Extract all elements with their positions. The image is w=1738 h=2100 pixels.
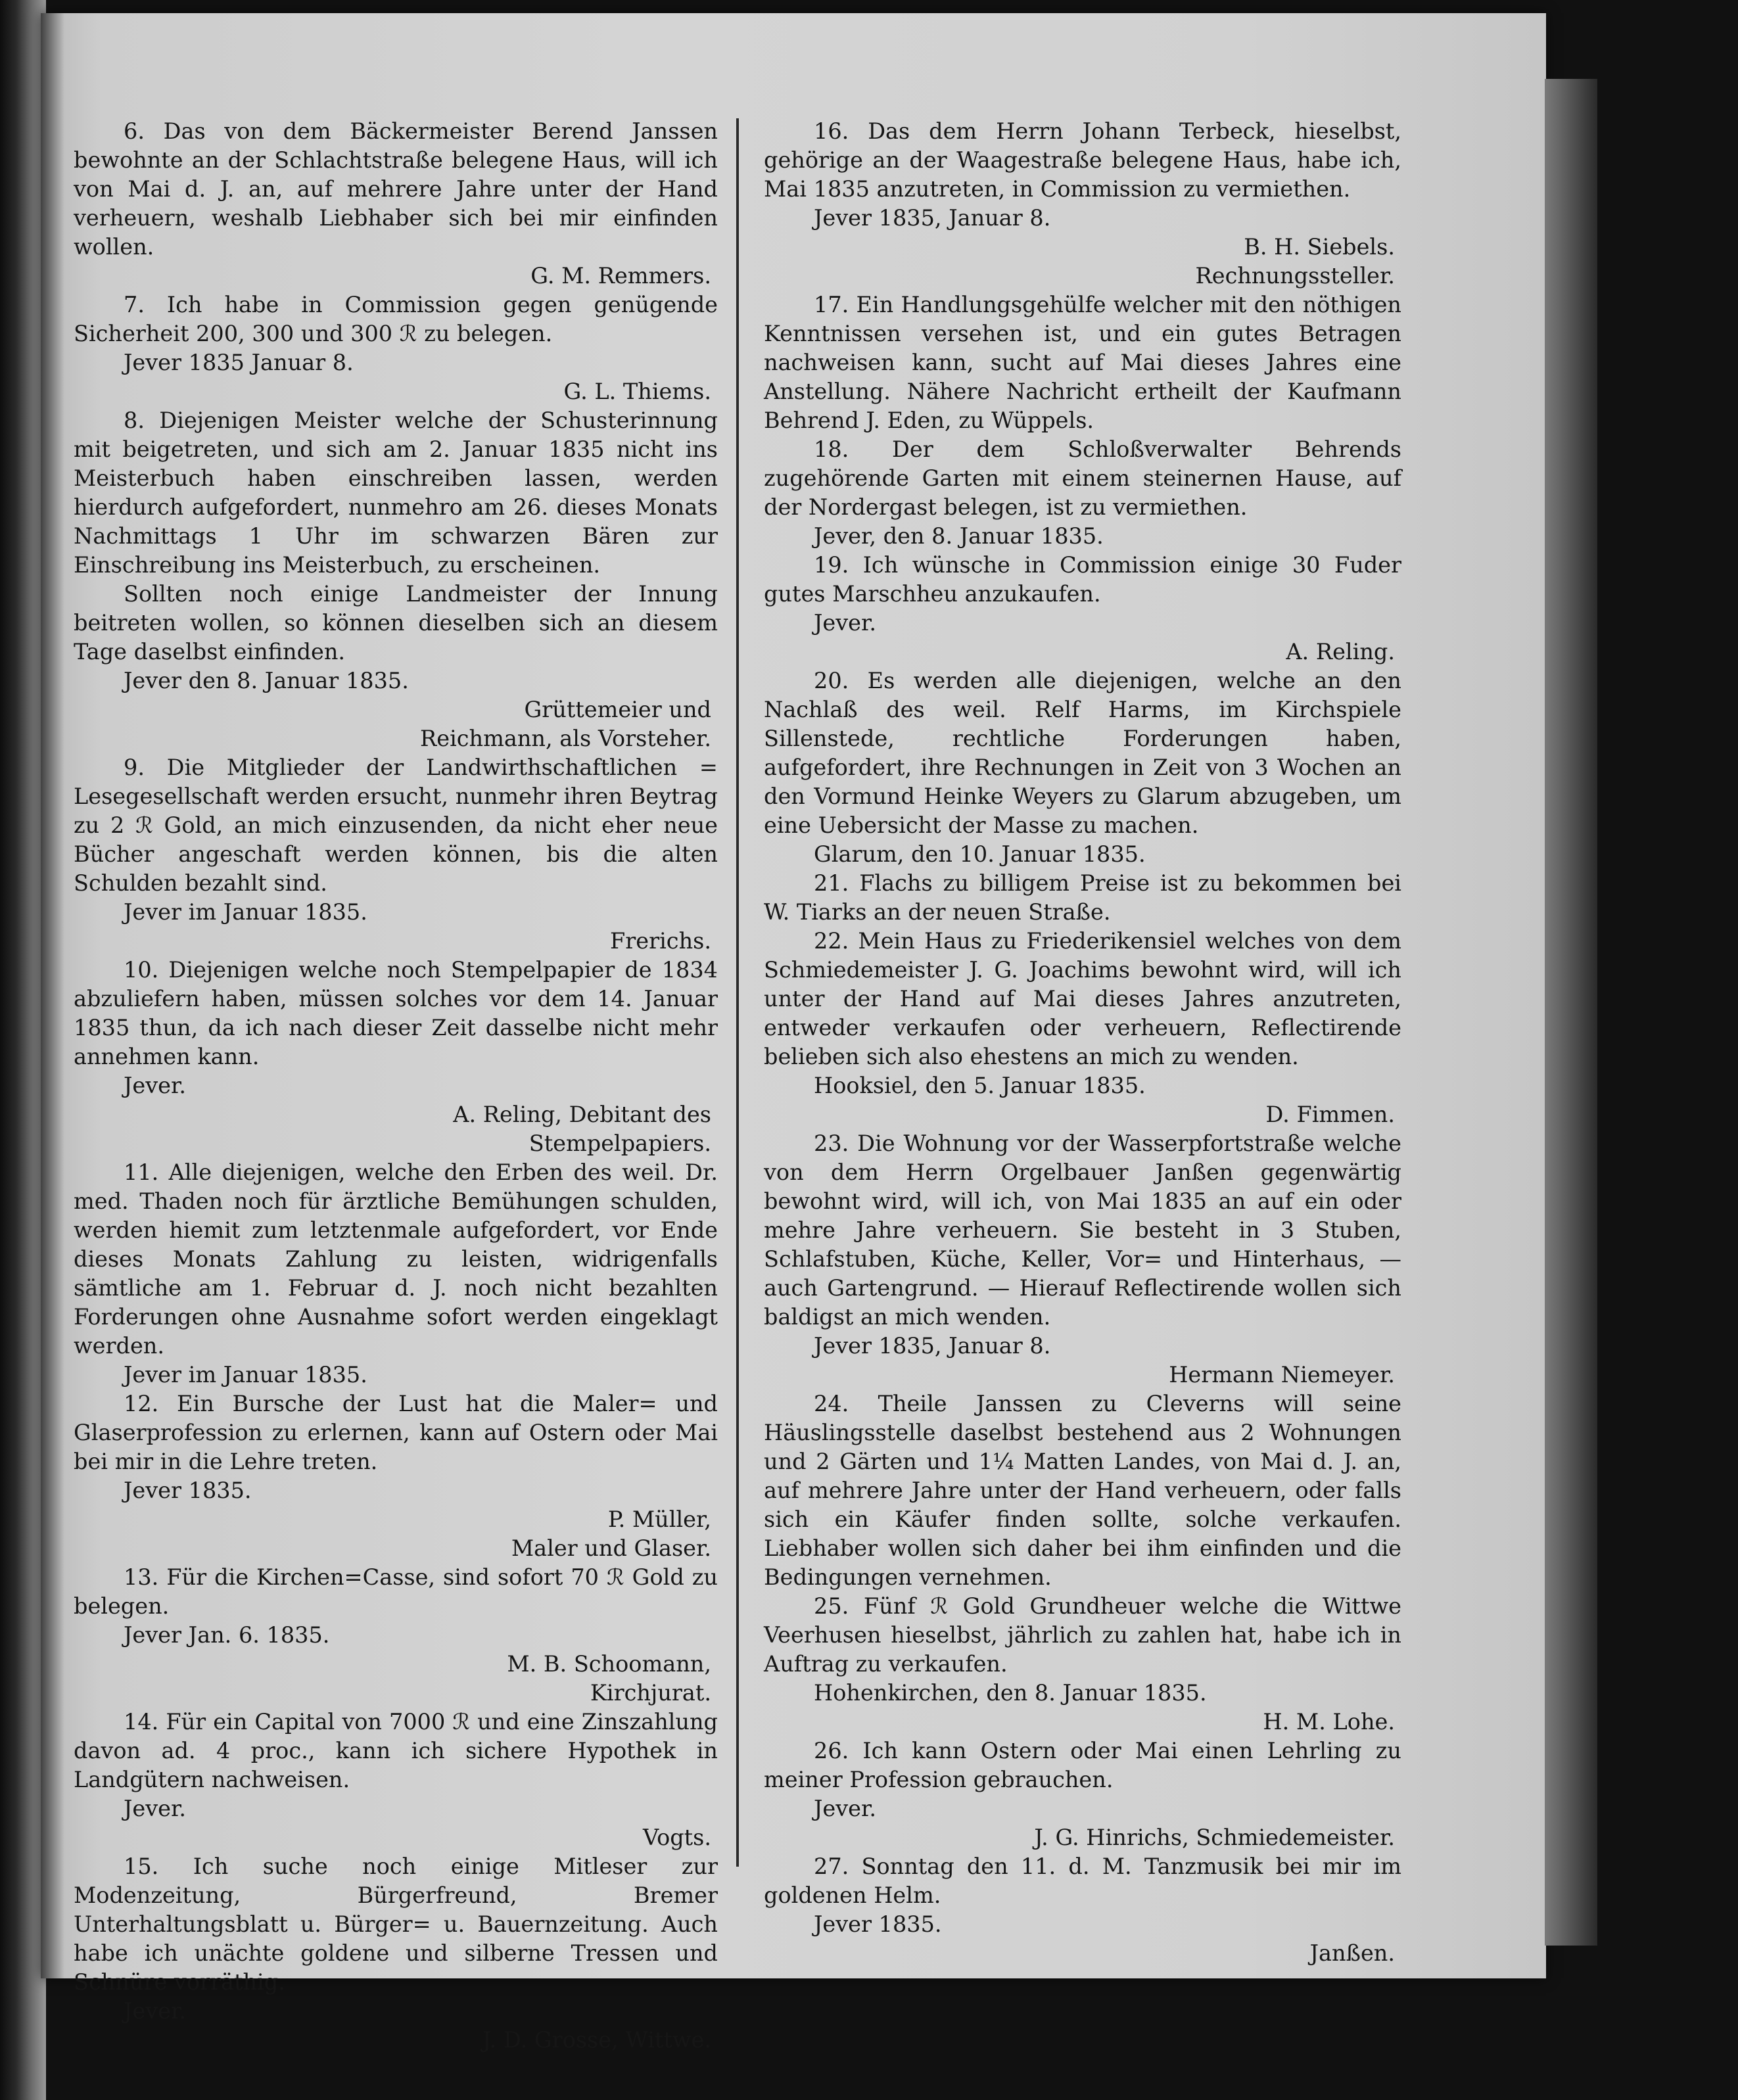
right-column: [764, 117, 1401, 1968]
notice-signature: Janßen.: [1309, 1940, 1395, 1966]
notice-body: 11. Alle diejenigen, welche den Erben des weil. Dr. med. Thaden noch für ärztliche Bemühungen schulden, werden hiemit zum letztenmale aufgefordert, vor Ende dieses Monats Zahlung zu leisten, widrigenfalls sämtliche am 1. Februar d. J. noch nicht bezahlten Forderungen ohne Ausnahme sofort werden eingeklagt werden.: [74, 1159, 718, 1359]
notice: [764, 1737, 1401, 1852]
notice-body: 10. Diejenigen welche noch Stempelpapier de 1834 abzuliefern haben, müssen solches vor dem 14. Januar 1835 thun, da ich nach dieser Zeit dasselbe nicht mehr annehmen kann.: [74, 957, 718, 1069]
notice-signature-line-2: Kirchjurat.: [590, 1680, 711, 1706]
notice: [74, 753, 718, 956]
notice-place-date: Jever, den 8. Januar 1835.: [814, 523, 1104, 549]
notice-body: 15. Ich suche noch einige Mitleser zur Modenzeitung, Bürgerfreund, Bremer Unterhaltungsblatt u. Bürger= u. Bauernzeitung. Auch habe ich unächte goldene und silberne Tressen und Schnüre vorräthig.: [74, 1854, 718, 1995]
notice: [764, 666, 1401, 869]
previous-page-edge: [0, 0, 46, 2100]
notice: [764, 1852, 1401, 1968]
notice-signature: M. B. Schoomann,: [507, 1651, 711, 1677]
notice: [764, 1592, 1401, 1737]
notice: [764, 869, 1401, 927]
notice-body: 16. Das dem Herrn Johann Terbeck, hieselbst, gehörige an der Waagestraße belegene Haus, habe ich, Mai 1835 anzutreten, in Commission zu vermiethen.: [764, 118, 1401, 202]
notice-signature-line-2: Reichmann, als Vorsteher.: [420, 726, 711, 751]
notice-body: 27. Sonntag den 11. d. M. Tanzmusik bei mir im goldenen Helm.: [764, 1854, 1401, 1908]
notice-body: 9. Die Mitglieder der Landwirthschaftlichen = Lesegesellschaft werden ersucht, nunmehr ihren Beytrag zu 2 ℛ Gold, an mich einzusenden, da nicht eher neue Bücher angeschaft werden können, bis die alten Schulden bezahlt sind.: [74, 755, 718, 896]
notice-place-date: Jever 1835, Januar 8.: [814, 205, 1051, 231]
notice: [74, 117, 718, 291]
binding-gutter: [41, 13, 64, 1978]
notice-signature: P. Müller,: [607, 1506, 711, 1532]
page-stack-edge: [1545, 79, 1597, 1946]
notice-body: 20. Es werden alle diejenigen, welche an den Nachlaß des weil. Relf Harms, im Kirchspiele Sillenstede, rechtliche Forderungen haben, aufgefordert, ihre Rechnungen in Zeit von 3 Wochen an den Vormund Heinke Weyers zu Glarum abzugeben, um eine Uebersicht der Masse zu machen.: [764, 668, 1401, 838]
notice: [74, 406, 718, 753]
notice-signature: Vogts.: [642, 1825, 711, 1850]
notice-body: 24. Theile Janssen zu Cleverns will seine Häuslingsstelle daselbst bestehend aus 2 Wohnungen und 2 Gärten und 1¼ Matten Landes, von Mai d. J. an, auf mehrere Jahre unter der Hand verheuern, oder falls sich ein Käufer finden sollte, solche verkaufen. Liebhaber wollen sich daher bei ihm einfinden und die Bedingungen vernehmen.: [764, 1391, 1401, 1590]
notice-body: 26. Ich kann Ostern oder Mai einen Lehrling zu meiner Profession gebrauchen.: [764, 1738, 1401, 1792]
notice-body: 21. Flachs zu billigem Preise ist zu bekommen bei W. Tiarks an der neuen Straße.: [764, 870, 1401, 925]
notice: [74, 291, 718, 406]
notice: [74, 1852, 718, 2055]
notice-place-date: Jever im Januar 1835.: [124, 1362, 367, 1388]
notice: [764, 435, 1401, 551]
notice-place-date: Jever im Januar 1835.: [124, 899, 367, 925]
notice-signature: H. M. Lohe.: [1263, 1709, 1395, 1735]
notice-body-continued: Sollten noch einige Landmeister der Innung beitreten wollen, so können dieselben sich an diesem Tage daselbst einfinden.: [74, 581, 718, 665]
notice-place-date: Jever 1835, Januar 8.: [814, 1333, 1051, 1359]
notice: [74, 1389, 718, 1563]
notice-signature: A. Reling.: [1286, 639, 1395, 665]
notice-place-date: Jever 1835.: [124, 1478, 252, 1503]
notice-body: 18. Der dem Schloßverwalter Behrends zugehörende Garten mit einem steinernen Hause, auf der Nordergast belegen, ist zu vermiethen.: [764, 436, 1401, 520]
notice-body: 8. Diejenigen Meister welche der Schusterinnung mit beigetreten, und sich am 2. Januar 1835 nicht ins Meisterbuch haben einschreiben lassen, werden hierdurch aufgefordert, nunmehro am 26. dieses Monats Nachmittags 1 Uhr im schwarzen Bären zur Einschreibung ins Meisterbuch, zu erscheinen.: [74, 408, 718, 578]
notice-place-date: Jever.: [124, 1073, 186, 1098]
notice-signature: D. Fimmen.: [1265, 1102, 1395, 1127]
notice: [74, 1563, 718, 1708]
notice-place-date: Jever.: [814, 610, 876, 636]
notice-place-date: Jever den 8. Januar 1835.: [124, 668, 409, 693]
notice-body: 23. Die Wohnung vor der Wasserpfortstraße welche von dem Herrn Orgelbauer Janßen gegenwärtig bewohnt wird, will ich, von Mai 1835 an auf ein oder mehre Jahre verheuern. Sie besteht in 3 Stuben, Schlafstuben, Küche, Keller, Vor= und Hinterhaus, — auch Gartengrund. — Hierauf Reflectirende wollen sich baldigst an mich wenden.: [764, 1131, 1401, 1330]
notice-place-date: Jever.: [124, 1998, 186, 2024]
notice-body: 22. Mein Haus zu Friederikensiel welches von dem Schmiedemeister J. G. Joachims bewohnt wird, will ich unter der Hand auf Mai dieses Jahres anzutreten, entweder verkaufen oder verheuern, Reflectirende belieben sich also ehestens an mich zu wenden.: [764, 928, 1401, 1069]
notice: [764, 1129, 1401, 1389]
notice: [74, 956, 718, 1158]
notice: [764, 117, 1401, 291]
notice: [764, 1389, 1401, 1592]
notice-body: 13. Für die Kirchen=Casse, sind sofort 70 ℛ Gold zu belegen.: [74, 1564, 718, 1619]
notice-signature-line-2: Maler und Glaser.: [511, 1535, 711, 1561]
notice-signature: Hermann Niemeyer.: [1169, 1362, 1395, 1388]
notice-place-date: Jever Jan. 6. 1835.: [124, 1622, 330, 1648]
notice-signature: A. Reling, Debitant des: [453, 1102, 711, 1127]
notice-signature: Frerichs.: [610, 928, 711, 954]
notice-body: 7. Ich habe in Commission gegen genügende Sicherheit 200, 300 und 300 ℛ zu belegen.: [74, 292, 718, 346]
column-divider: [736, 118, 739, 1867]
notice-place-date: Jever.: [814, 1796, 876, 1821]
notice-place-date: Jever.: [124, 1796, 186, 1821]
notice-signature: J. D. Grosse, Wittwe.: [482, 2027, 711, 2053]
notice-body: 12. Ein Bursche der Lust hat die Maler= und Glaserprofession zu erlernen, kann auf Ostern oder Mai bei mir in die Lehre treten.: [74, 1391, 718, 1474]
notice-place-date: Hooksiel, den 5. Januar 1835.: [814, 1073, 1146, 1098]
notice-signature: G. L. Thiems.: [563, 379, 711, 404]
notice-signature: J. G. Hinrichs, Schmiedemeister.: [1034, 1825, 1395, 1850]
notice-body: 6. Das von dem Bäckermeister Berend Janssen bewohnte an der Schlachtstraße belegene Haus, will ich von Mai d. J. an, auf mehrere Jahre unter der Hand verheuern, weshalb Liebhaber sich bei mir einfinden wollen.: [74, 118, 718, 260]
notice-place-date: Jever 1835.: [814, 1911, 942, 1937]
notice: [74, 1158, 718, 1389]
notice-place-date: Hohenkirchen, den 8. Januar 1835.: [814, 1680, 1207, 1706]
notice: [764, 551, 1401, 666]
notice-body: 17. Ein Handlungsgehülfe welcher mit den nöthigen Kenntnissen versehen ist, und ein gutes Betragen nachweisen kann, sucht auf Mai dieses Jahres eine Anstellung. Nähere Nachricht ertheilt der Kaufmann Behrend J. Eden, zu Wüppels.: [764, 292, 1401, 433]
notice-signature: G. M. Remmers.: [530, 263, 711, 289]
notice-body: 14. Für ein Capital von 7000 ℛ und eine Zinszahlung davon ad. 4 proc., kann ich sichere Hypothek in Landgütern nachweisen.: [74, 1709, 718, 1792]
notice-place-date: Jever 1835 Januar 8.: [124, 350, 354, 375]
left-column: [74, 117, 718, 2055]
notice-signature: Grüttemeier und: [524, 697, 711, 722]
notice-signature-line-2: Rechnungssteller.: [1195, 263, 1395, 289]
notice: [74, 1708, 718, 1852]
notice: [764, 291, 1401, 435]
notice-place-date: Glarum, den 10. Januar 1835.: [814, 841, 1146, 867]
notice: [764, 927, 1401, 1129]
notice-body: 19. Ich wünsche in Commission einige 30 Fuder gutes Marschheu anzukaufen.: [764, 552, 1401, 607]
notice-signature: B. H. Siebels.: [1244, 234, 1395, 260]
notice-body: 25. Fünf ℛ Gold Grundheuer welche die Wittwe Veerhusen hieselbst, jährlich zu zahlen hat, habe ich in Auftrag zu verkaufen.: [764, 1593, 1401, 1677]
notice-signature-line-2: Stempelpapiers.: [528, 1131, 711, 1156]
